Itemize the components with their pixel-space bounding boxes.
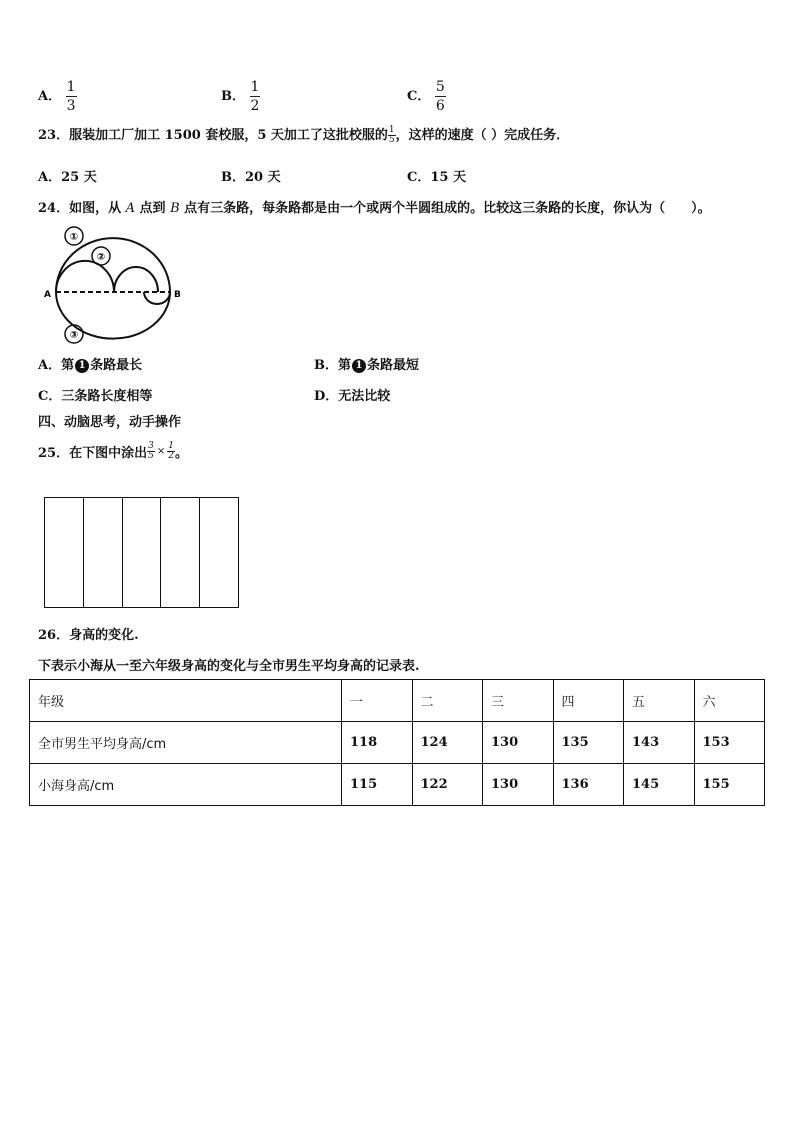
times-sign: × <box>156 446 166 457</box>
q26-description: 下表示小海从一至六年级身高的变化与全市男生平均身高的记录表. <box>38 659 420 674</box>
q22-option-a-letter: A． <box>38 89 62 104</box>
table-cell: 124 <box>412 722 483 764</box>
q24-option-b-pre: B．第 <box>314 358 351 373</box>
q24-option-d: D．无法比较 <box>314 389 391 404</box>
q24-option-a <box>38 354 142 373</box>
table-cell: 122 <box>412 764 483 806</box>
q23-fraction: $\frac{1}{5}$ <box>388 125 395 145</box>
grid-cell[interactable] <box>161 498 200 607</box>
table-cell: 130 <box>483 764 554 806</box>
q25-text: 25．在下图中涂出 <box>38 446 148 461</box>
grid-cell[interactable] <box>84 498 123 607</box>
table-cell: 136 <box>553 764 624 806</box>
table-row-label: 年级 <box>30 680 342 722</box>
q22-option-a <box>38 78 77 115</box>
q23-question <box>38 124 569 145</box>
table-cell: 四 <box>553 680 624 722</box>
q22-option-b-letter: B． <box>221 89 245 104</box>
circled-number-1: 1 <box>352 359 366 373</box>
q26-title: 26．身高的变化. <box>38 628 139 643</box>
table-cell: 130 <box>483 722 554 764</box>
q25-fraction-1: $\frac{3}{5}$ <box>148 441 154 461</box>
section-4-title: 四、动脑思考，动手操作 <box>38 415 182 430</box>
q23-option-c: C．15 天 <box>407 170 466 185</box>
point-a-label: A <box>125 201 136 216</box>
path-1-label: ① <box>69 232 79 243</box>
path-2-label: ② <box>96 252 106 263</box>
q24-text-3: 点有三条路，每条路都是由一个或两个半圆组成的。比较这三条路的长度，你认为（ ）。 <box>179 201 711 216</box>
point-b-label: B <box>170 201 180 216</box>
grid-cell[interactable] <box>123 498 162 607</box>
q22-option-c <box>407 78 446 115</box>
q25-end: 。 <box>174 446 188 461</box>
q25-question <box>38 442 188 461</box>
table-cell: 118 <box>342 722 413 764</box>
q24-option-a-pre: A．第 <box>38 358 75 373</box>
q24-text-2: 点到 <box>135 201 171 216</box>
table-row <box>30 722 765 764</box>
q22-option-c-fraction: $\frac{5}{6}$ <box>435 79 445 114</box>
table-cell: 二 <box>412 680 483 722</box>
q24-text-1: 24．如图，从 <box>38 201 126 216</box>
q23-text-before: 23．服装加工厂加工 1500 套校服，5 天加工了这批校服的 <box>38 128 388 143</box>
q22-option-b-fraction: $\frac{1}{2}$ <box>250 79 260 114</box>
table-cell: 135 <box>553 722 624 764</box>
q24-question <box>38 197 711 216</box>
q24-option-b-post: 条路最短 <box>367 358 420 373</box>
height-record-table <box>29 679 765 806</box>
table-cell: 153 <box>694 722 765 764</box>
path-3-label: ③ <box>69 330 79 341</box>
table-row <box>30 764 765 806</box>
table-header-row <box>30 680 765 722</box>
q22-option-a-fraction: $\frac{1}{3}$ <box>66 79 76 114</box>
q25-fraction-2: $\frac{1}{2}$ <box>168 441 174 461</box>
table-cell: 145 <box>624 764 695 806</box>
table-cell: 六 <box>694 680 765 722</box>
grid-cell[interactable] <box>200 498 238 607</box>
table-cell: 143 <box>624 722 695 764</box>
grid-cell[interactable] <box>45 498 84 607</box>
q24-option-b <box>314 354 419 373</box>
diagram-point-b: B <box>174 290 181 300</box>
q22-option-b <box>221 78 260 115</box>
diagram-point-a: A <box>44 290 51 300</box>
table-cell: 五 <box>624 680 695 722</box>
circled-number-1: 1 <box>75 359 89 373</box>
path-2-right-semicircle <box>114 267 158 292</box>
path-2-small-lower-semicircle <box>144 292 170 304</box>
shading-grid[interactable] <box>44 497 239 608</box>
path-2-left-semicircle <box>56 261 114 292</box>
q23-option-b: B．20 天 <box>221 170 281 185</box>
semicircle-path-diagram <box>38 222 188 347</box>
table-row-label: 小海身高/cm <box>30 764 342 806</box>
table-cell: 155 <box>694 764 765 806</box>
table-row-label: 全市男生平均身高/cm <box>30 722 342 764</box>
table-cell: 115 <box>342 764 413 806</box>
table-cell: 一 <box>342 680 413 722</box>
table-cell: 三 <box>483 680 554 722</box>
q24-option-c: C．三条路长度相等 <box>38 389 153 404</box>
q22-option-c-letter: C． <box>407 89 431 104</box>
q23-option-a: A．25 天 <box>38 170 97 185</box>
q24-option-a-post: 条路最长 <box>90 358 143 373</box>
q23-text-after: ，这样的速度（ ）完成任务． <box>395 128 570 143</box>
